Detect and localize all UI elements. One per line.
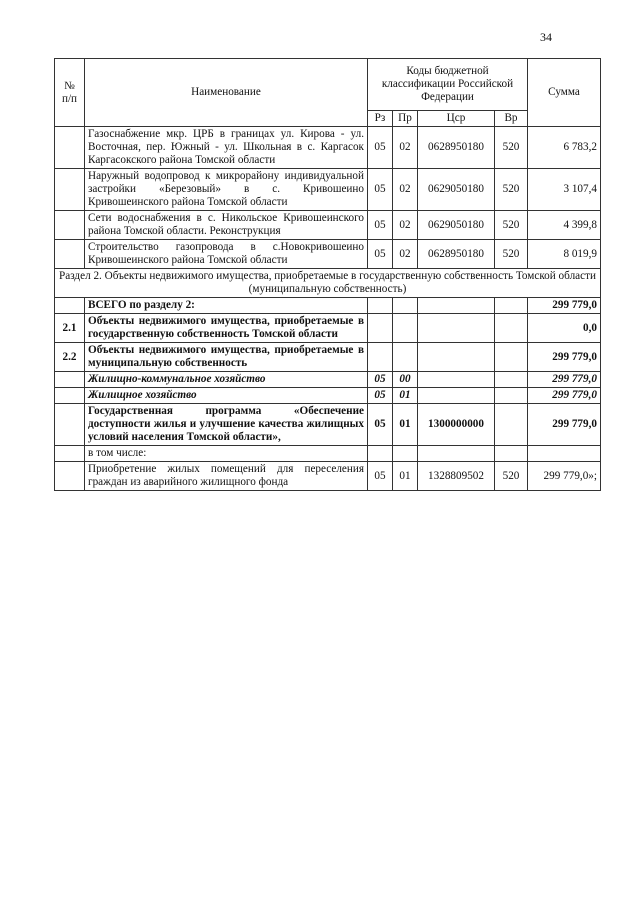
row-csr bbox=[418, 372, 495, 388]
row-rz: 05 bbox=[368, 240, 393, 269]
row-pr bbox=[393, 343, 418, 372]
row-sum: 6 783,2 bbox=[528, 127, 601, 169]
row-num bbox=[55, 211, 85, 240]
row-rz: 05 bbox=[368, 462, 393, 491]
row-rz: 05 bbox=[368, 404, 393, 446]
table-row bbox=[55, 240, 601, 269]
row-sum: 4 399,8 bbox=[528, 211, 601, 240]
row-pr: 02 bbox=[393, 240, 418, 269]
row-vr bbox=[495, 388, 528, 404]
row-rz bbox=[368, 298, 393, 314]
row-num bbox=[55, 240, 85, 269]
row-csr bbox=[418, 298, 495, 314]
row-sum: 299 779,0»; bbox=[528, 462, 601, 491]
row-vr: 520 bbox=[495, 169, 528, 211]
row-pr: 02 bbox=[393, 127, 418, 169]
row-vr bbox=[495, 343, 528, 372]
row-num bbox=[55, 462, 85, 491]
row-vr: 520 bbox=[495, 462, 528, 491]
row-rz bbox=[368, 446, 393, 462]
header-sum: Сумма bbox=[528, 59, 601, 127]
row-vr: 520 bbox=[495, 240, 528, 269]
row-num bbox=[55, 127, 85, 169]
row-csr bbox=[418, 343, 495, 372]
table-row bbox=[55, 372, 601, 388]
row-num bbox=[55, 388, 85, 404]
row-vr bbox=[495, 372, 528, 388]
table-row bbox=[55, 404, 601, 446]
row-csr: 1328809502 bbox=[418, 462, 495, 491]
header-codes-group: Коды бюджетной классификации Российской Федерации bbox=[368, 59, 528, 111]
row-csr bbox=[418, 446, 495, 462]
row-vr bbox=[495, 314, 528, 343]
row-name: Приобретение жилых помещений для переселения граждан из аварийного жилищного фонда bbox=[85, 462, 368, 491]
row-sum: 299 779,0 bbox=[528, 298, 601, 314]
row-pr bbox=[393, 298, 418, 314]
row-pr: 00 bbox=[393, 372, 418, 388]
row-name: Объекты недвижимого имущества, приобретаемые в муниципальную собственность bbox=[85, 343, 368, 372]
row-rz: 05 bbox=[368, 388, 393, 404]
row-num bbox=[55, 404, 85, 446]
table-row bbox=[55, 127, 601, 169]
row-num bbox=[55, 372, 85, 388]
table-row bbox=[55, 343, 601, 372]
header-vr: Вр bbox=[495, 111, 528, 127]
row-num bbox=[55, 446, 85, 462]
row-vr: 520 bbox=[495, 211, 528, 240]
row-rz: 05 bbox=[368, 127, 393, 169]
row-pr: 01 bbox=[393, 462, 418, 491]
row-rz bbox=[368, 314, 393, 343]
section-2-row bbox=[55, 269, 601, 298]
row-name: ВСЕГО по разделу 2: bbox=[85, 298, 368, 314]
row-csr: 0629050180 bbox=[418, 211, 495, 240]
row-sum: 0,0 bbox=[528, 314, 601, 343]
row-sum: 299 779,0 bbox=[528, 388, 601, 404]
header-csr: Цср bbox=[418, 111, 495, 127]
row-csr: 0628950180 bbox=[418, 240, 495, 269]
row-pr: 02 bbox=[393, 169, 418, 211]
row-name: Государственная программа «Обеспечение доступности жилья и улучшение качества жилищных условий населения Томской области», bbox=[85, 404, 368, 446]
row-sum: 299 779,0 bbox=[528, 404, 601, 446]
row-name: Строительство газопровода в с.Новокривошеино Кривошеинского района Томской области bbox=[85, 240, 368, 269]
row-vr: 520 bbox=[495, 127, 528, 169]
row-name: Сети водоснабжения в с. Никольское Кривошеинского района Томской области. Реконструкция bbox=[85, 211, 368, 240]
row-name: Жилищно-коммунальное хозяйство bbox=[85, 372, 368, 388]
row-name: Газоснабжение мкр. ЦРБ в границах ул. Кирова - ул. Восточная, пер. Южный - ул. Школьная в с. Каргасок Каргасокского района Томской области bbox=[85, 127, 368, 169]
row-sum: 8 019,9 bbox=[528, 240, 601, 269]
row-vr bbox=[495, 446, 528, 462]
row-name: Объекты недвижимого имущества, приобретаемые в государственную собственность Томской области bbox=[85, 314, 368, 343]
row-csr: 0628950180 bbox=[418, 127, 495, 169]
row-rz: 05 bbox=[368, 169, 393, 211]
row-pr: 02 bbox=[393, 211, 418, 240]
table-row bbox=[55, 169, 601, 211]
header-rz: Рз bbox=[368, 111, 393, 127]
table-row-total bbox=[55, 298, 601, 314]
row-pr bbox=[393, 446, 418, 462]
row-num: 2.1 bbox=[55, 314, 85, 343]
table-row bbox=[55, 211, 601, 240]
row-vr bbox=[495, 404, 528, 446]
header-name: Наименование bbox=[85, 59, 368, 127]
row-rz bbox=[368, 343, 393, 372]
row-num bbox=[55, 169, 85, 211]
table-row bbox=[55, 446, 601, 462]
row-sum: 299 779,0 bbox=[528, 343, 601, 372]
row-rz: 05 bbox=[368, 211, 393, 240]
row-pr: 01 bbox=[393, 404, 418, 446]
row-name: Наружный водопровод к микрорайону индивидуальной застройки «Березовый» в с. Кривошеино Кривошеинского района Томской области bbox=[85, 169, 368, 211]
row-sum bbox=[528, 446, 601, 462]
row-sum: 299 779,0 bbox=[528, 372, 601, 388]
row-sum: 3 107,4 bbox=[528, 169, 601, 211]
table-row bbox=[55, 388, 601, 404]
table-row bbox=[55, 462, 601, 491]
row-num: 2.2 bbox=[55, 343, 85, 372]
header-num: № п/п bbox=[55, 59, 85, 127]
row-name: в том числе: bbox=[85, 446, 368, 462]
row-csr bbox=[418, 388, 495, 404]
row-csr bbox=[418, 314, 495, 343]
table-header-row bbox=[55, 59, 601, 111]
page-number: 34 bbox=[540, 30, 552, 44]
row-csr: 0629050180 bbox=[418, 169, 495, 211]
budget-table bbox=[54, 58, 601, 491]
row-rz: 05 bbox=[368, 372, 393, 388]
row-num bbox=[55, 298, 85, 314]
header-pr: Пр bbox=[393, 111, 418, 127]
row-pr: 01 bbox=[393, 388, 418, 404]
row-pr bbox=[393, 314, 418, 343]
table-row bbox=[55, 314, 601, 343]
row-name: Жилищное хозяйство bbox=[85, 388, 368, 404]
section-2-title: Раздел 2. Объекты недвижимого имущества, приобретаемые в государственную собственность Томской области (муниципальную собственность) bbox=[55, 269, 601, 298]
row-csr: 1300000000 bbox=[418, 404, 495, 446]
row-vr bbox=[495, 298, 528, 314]
